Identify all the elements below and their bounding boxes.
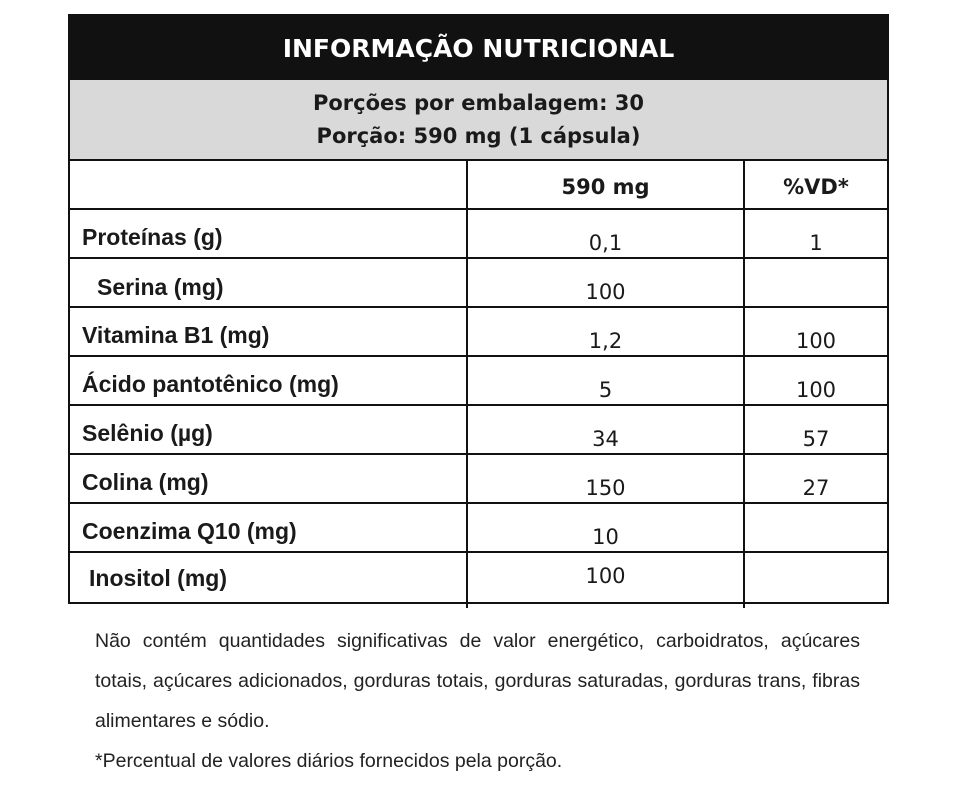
nutrient-name: Ácido pantotênico (mg) — [70, 357, 468, 404]
table-row — [70, 210, 887, 259]
table-title: INFORMAÇÃO NUTRICIONAL — [70, 16, 887, 80]
nutrient-vd: 1 — [809, 231, 823, 255]
nutrient-name: Inositol (mg) — [70, 553, 468, 608]
table-row — [70, 455, 887, 504]
nutrient-amount: 100 — [468, 259, 745, 306]
nutrient-vd: 57 — [802, 427, 830, 451]
table-row — [70, 504, 887, 553]
portion-size: Porção: 590 mg (1 cápsula) — [316, 123, 641, 148]
table-row — [70, 357, 887, 406]
nutrient-vd: 100 — [795, 329, 837, 353]
nutrient-grid — [70, 161, 887, 608]
nutrient-name: Proteínas (g) — [70, 210, 468, 257]
nutrient-name: Vitamina B1 (mg) — [70, 308, 468, 355]
nutrient-amount: 0,1 — [468, 210, 745, 257]
portions-per-package: Porções por embalagem: 30 — [312, 90, 645, 115]
nutrient-name: Colina (mg) — [70, 455, 468, 502]
nutrition-table — [68, 14, 889, 604]
column-header-amount: 590 mg — [468, 161, 745, 208]
nutrient-name: Coenzima Q10 (mg) — [70, 504, 468, 551]
nutrient-amount: 10 — [468, 504, 745, 551]
column-header-row — [70, 161, 887, 210]
nutrition-footnote: Não contém quantidades significativas de valor energético, carboidratos, açúcares totais, açúcares adicionados, gorduras totais, gorduras saturadas, gorduras trans, fibras alimentares e sódio. — [95, 630, 860, 732]
column-header-name — [70, 161, 468, 208]
nutrient-vd — [745, 259, 887, 306]
nutrient-amount: 100 — [468, 553, 745, 608]
nutrient-name: Serina (mg) — [70, 259, 468, 306]
nutrient-vd — [745, 553, 887, 608]
table-row — [70, 259, 887, 308]
nutrient-amount: 1,2 — [468, 308, 745, 355]
portion-info — [70, 80, 887, 161]
nutrient-vd: 100 — [795, 378, 837, 402]
table-row — [70, 308, 887, 357]
vd-footnote: *Percentual de valores diários fornecidos pela porção. — [95, 750, 563, 772]
table-row — [70, 553, 887, 608]
nutrient-name: Selênio (µg) — [70, 406, 468, 453]
nutrient-amount: 34 — [468, 406, 745, 453]
column-header-vd: %VD* — [783, 175, 849, 199]
nutrient-amount: 150 — [468, 455, 745, 502]
nutrient-amount: 5 — [468, 357, 745, 404]
nutrient-vd — [745, 504, 887, 551]
table-row — [70, 406, 887, 455]
nutrient-vd: 27 — [802, 476, 830, 500]
